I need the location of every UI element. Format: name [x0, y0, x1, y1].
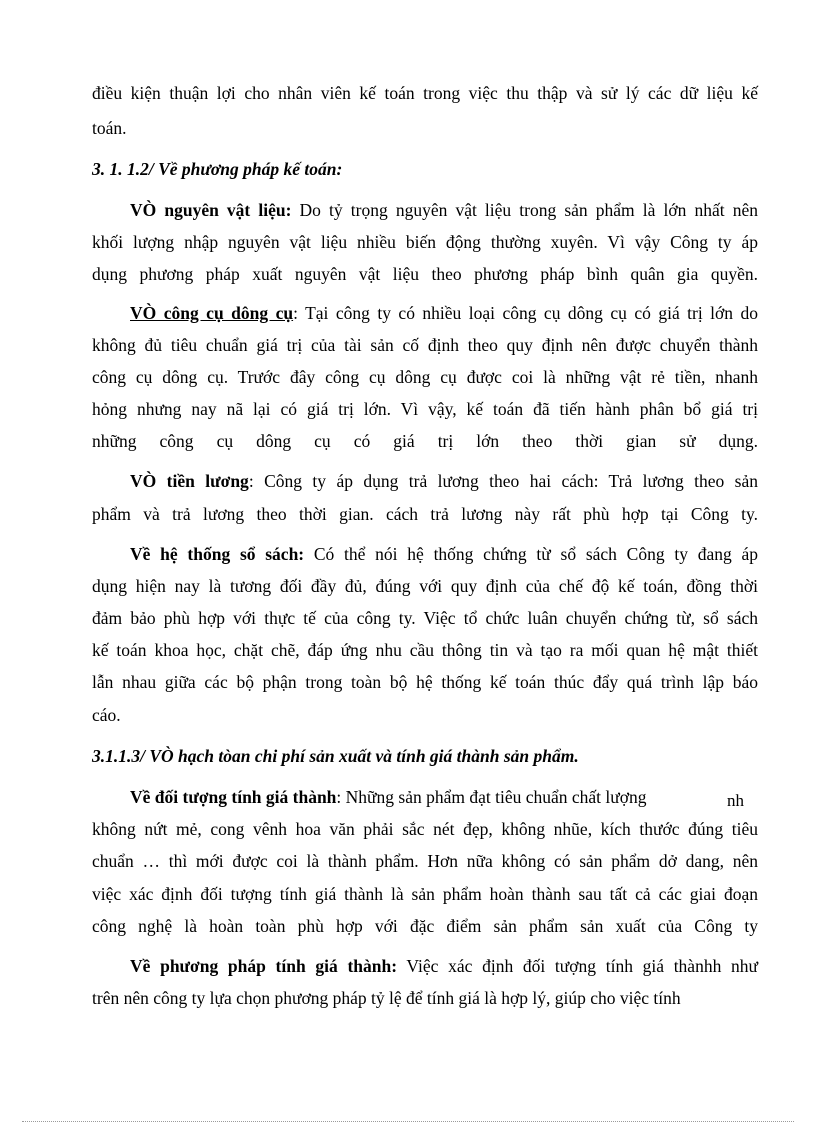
page-bottom-rule: [22, 1121, 794, 1122]
body-line: cáo.: [92, 705, 121, 725]
body-line: công cụ dông cụ. Trước đây công cụ dông cụ được coi là những vật rẻ tiền, nhanh: [92, 367, 758, 387]
body-line: việc xác định đối tượng tính giá thành là sản phẩm hoàn thành sau tất cả các giai đoạn: [92, 884, 758, 904]
body-line: công nghệ là hoàn toàn phù hợp với đặc điểm sản phẩm sản xuất của Công ty: [92, 916, 758, 936]
body-line: hỏng nhưng nay nã lại có giá trị lớn. Vì vậy, kế toán đã tiến hành phân bổ giá trị: [92, 399, 758, 419]
body-line: toán.: [92, 118, 127, 138]
body-line: trên nên công ty lựa chọn phương pháp tỷ lệ để tính giá là hợp lý, giúp cho việc tính: [92, 988, 681, 1008]
paragraph-line: Về phương pháp tính giá thành: Việc xác định đối tượng tính giá thànhh như: [130, 956, 758, 976]
paragraph-lead: VÒ công cụ dông cụ: [130, 303, 294, 323]
body-line: điều kiện thuận lợi cho nhân viên kế toán trong việc thu thập và sử lý các dữ liệu kế: [92, 83, 758, 103]
body-line: không đủ tiêu chuẩn giá trị của tài sản cố định theo quy định nên được chuyển thành: [92, 335, 758, 355]
paragraph-line: VÒ tiền lương: Công ty áp dụng trả lương theo hai cách: Trả lương theo sản: [130, 471, 758, 491]
paragraph-line: VÒ nguyên vật liệu: Do tỷ trọng nguyên vật liệu trong sản phẩm là lớn nhất nên: [130, 200, 758, 220]
paragraph-lead: VÒ nguyên vật liệu:: [130, 200, 292, 220]
paragraph-line: VÒ công cụ dông cụ: Tại công ty có nhiều loại công cụ dông cụ có giá trị lớn do: [130, 303, 759, 323]
body-line: phẩm và trả lương theo thời gian. cách trả lương này rất phù hợp tại Công ty.: [92, 504, 758, 524]
body-line: chuẩn … thì mới được coi là thành phẩm. Hơn nữa không có sản phẩm dở dang, nên: [92, 851, 758, 871]
body-line: dụng phương pháp xuất nguyên vật liệu theo phương pháp bình quân gia quyền.: [92, 264, 758, 284]
paragraph-line: Về hệ thống sổ sách: Có thể nói hệ thống chứng từ sổ sách Công ty đang áp: [130, 544, 758, 564]
section-heading: 3.1.1.3/ VÒ hạch tòan chi phí sản xuất và tính giá thành sản phẩm.: [92, 746, 579, 766]
body-line: không nứt mẻ, cong vênh hoa văn phải sắc nét đẹp, không nhũe, kích thước đúng tiêu: [92, 819, 758, 839]
body-line: đảm bảo phù hợp với thực tế của công ty. Việc tổ chức luân chuyển chứng từ, sổ sách: [92, 608, 758, 628]
paragraph-lead: Về đối tượng tính giá thành: [130, 787, 337, 807]
body-line: lẫn nhau giữa các bộ phận trong toàn bộ hệ thống kế toán thúc đẩy quá trình lập báo: [92, 672, 758, 692]
body-line: khối lượng nhập nguyên vật liệu nhiều biến động thường xuyên. Vì vậy Công ty áp: [92, 232, 758, 252]
body-line: những công cụ dông cụ có giá trị lớn theo thời gian sử dụng.: [92, 431, 758, 451]
section-heading: 3. 1. 1.2/ Về phương pháp kế toán:: [92, 159, 343, 179]
paragraph-line: Về đối tượng tính giá thành: Những sản phẩm đạt tiêu chuẩn chất lượng: [130, 787, 647, 807]
paragraph-lead: VÒ tiền lương: [130, 471, 249, 491]
body-line: kế toán khoa học, chặt chẽ, đáp ứng nhu cầu thông tin và tạo ra mối quan hệ mật thiết: [92, 640, 758, 660]
paragraph-lead: Về hệ thống sổ sách:: [130, 544, 305, 564]
margin-note: nh: [727, 791, 744, 810]
body-line: dụng hiện nay là tương đối đầy đủ, đúng với quy định của chế độ kế toán, đồng thời: [92, 576, 758, 596]
paragraph-lead: Về phương pháp tính giá thành:: [130, 956, 398, 976]
